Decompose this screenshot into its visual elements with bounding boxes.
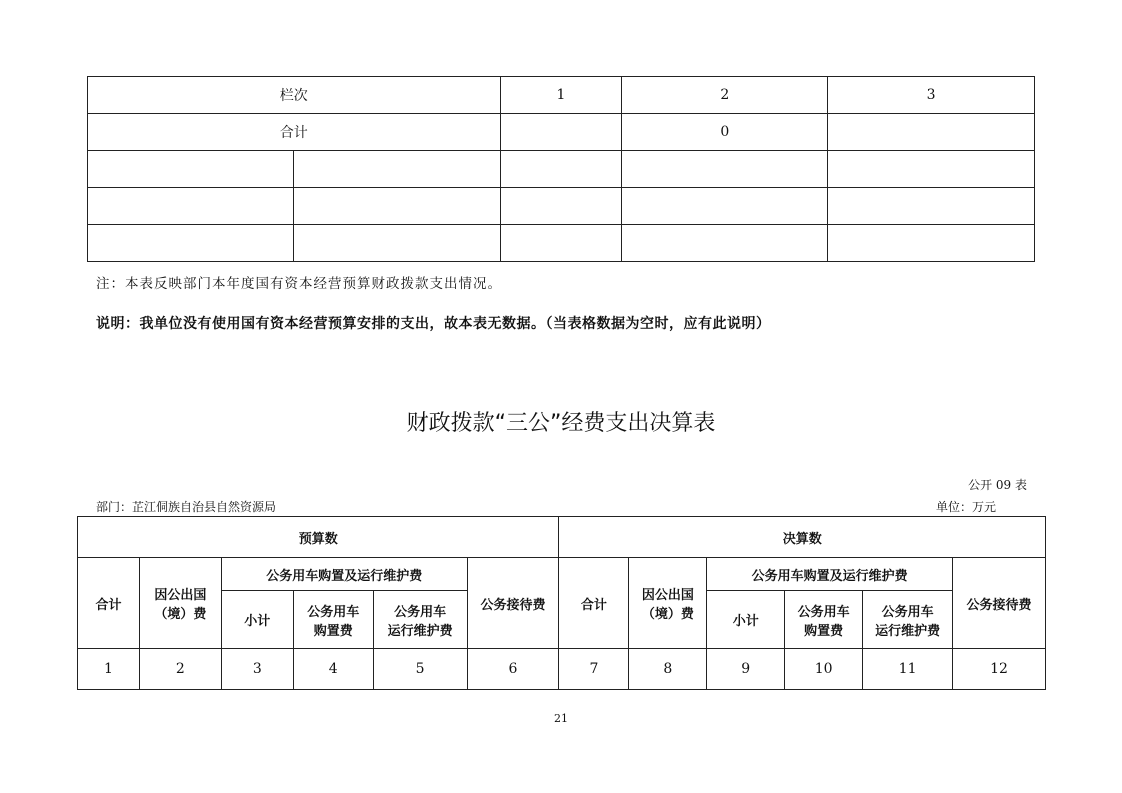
- total-cell: [828, 114, 1035, 151]
- empty-cell: [293, 151, 500, 188]
- page-title: 财政拨款“三公”经费支出决算表: [406, 411, 716, 436]
- total-row: [88, 114, 1035, 151]
- total-cell: [500, 114, 622, 151]
- column-index-label: 栏次: [88, 77, 501, 114]
- table-note: 注：本表反映部门本年度国有资本经营预算财政拨款支出情况。: [96, 276, 502, 292]
- budget-abroad-header: 因公出国 （境）费: [139, 558, 221, 649]
- department-label: 部门：芷江侗族自治县自然资源局: [96, 500, 277, 514]
- empty-cell: [88, 225, 294, 262]
- table-row: [88, 225, 1035, 262]
- empty-cell: [88, 188, 294, 225]
- final-abroad-header: 因公出国 （境）费: [629, 558, 707, 649]
- budget-subtotal-header: 小计: [221, 591, 293, 649]
- column-index: 4: [293, 649, 373, 690]
- final-total-header: 合计: [559, 558, 629, 649]
- capital-budget-table: [87, 76, 1035, 262]
- empty-cell: [293, 225, 500, 262]
- column-index: 2: [622, 77, 828, 114]
- final-vehicle-group-header: 公务用车购置及运行维护费: [707, 558, 953, 591]
- empty-cell: [293, 188, 500, 225]
- column-header-row: [78, 558, 1046, 591]
- index-row: [78, 649, 1046, 690]
- column-index: 1: [78, 649, 140, 690]
- column-index: 3: [828, 77, 1035, 114]
- budget-vehicle-group-header: 公务用车购置及运行维护费: [221, 558, 467, 591]
- column-index: 9: [707, 649, 785, 690]
- empty-cell: [828, 225, 1035, 262]
- column-index: 12: [953, 649, 1046, 690]
- column-index: 5: [373, 649, 467, 690]
- column-index: 2: [139, 649, 221, 690]
- empty-cell: [828, 151, 1035, 188]
- table-row: [88, 151, 1035, 188]
- empty-cell: [622, 188, 828, 225]
- unit-label: 单位：万元: [935, 500, 996, 514]
- form-number: 公开 09 表: [968, 478, 1027, 492]
- table-row: [88, 188, 1035, 225]
- final-group-header: 决算数: [559, 517, 1046, 558]
- empty-cell: [88, 151, 294, 188]
- final-purchase-header: 公务用车 购置费: [785, 591, 863, 649]
- empty-cell: [622, 225, 828, 262]
- budget-reception-header: 公务接待费: [467, 558, 559, 649]
- three-public-expenses-table: [77, 516, 1046, 690]
- empty-cell: [828, 188, 1035, 225]
- column-index: 3: [221, 649, 293, 690]
- final-subtotal-header: 小计: [707, 591, 785, 649]
- column-index: 7: [559, 649, 629, 690]
- budget-purchase-header: 公务用车 购置费: [293, 591, 373, 649]
- budget-total-header: 合计: [78, 558, 140, 649]
- budget-group-header: 预算数: [78, 517, 559, 558]
- page-number: 21: [554, 712, 568, 725]
- total-cell: 0: [622, 114, 828, 151]
- column-index: 1: [500, 77, 622, 114]
- final-reception-header: 公务接待费: [953, 558, 1046, 649]
- final-operation-header: 公务用车 运行维护费: [863, 591, 953, 649]
- empty-cell: [500, 188, 622, 225]
- empty-cell: [500, 151, 622, 188]
- budget-operation-header: 公务用车 运行维护费: [373, 591, 467, 649]
- empty-cell: [622, 151, 828, 188]
- empty-data-explanation: 说明：我单位没有使用国有资本经营预算安排的支出，故本表无数据。（当表格数据为空时，应有此说明）: [96, 316, 771, 332]
- table-header-row: [88, 77, 1035, 114]
- column-index: 6: [467, 649, 559, 690]
- group-header-row: [78, 517, 1046, 558]
- column-index: 8: [629, 649, 707, 690]
- column-index: 11: [863, 649, 953, 690]
- column-index: 10: [785, 649, 863, 690]
- total-label: 合计: [88, 114, 501, 151]
- empty-cell: [500, 225, 622, 262]
